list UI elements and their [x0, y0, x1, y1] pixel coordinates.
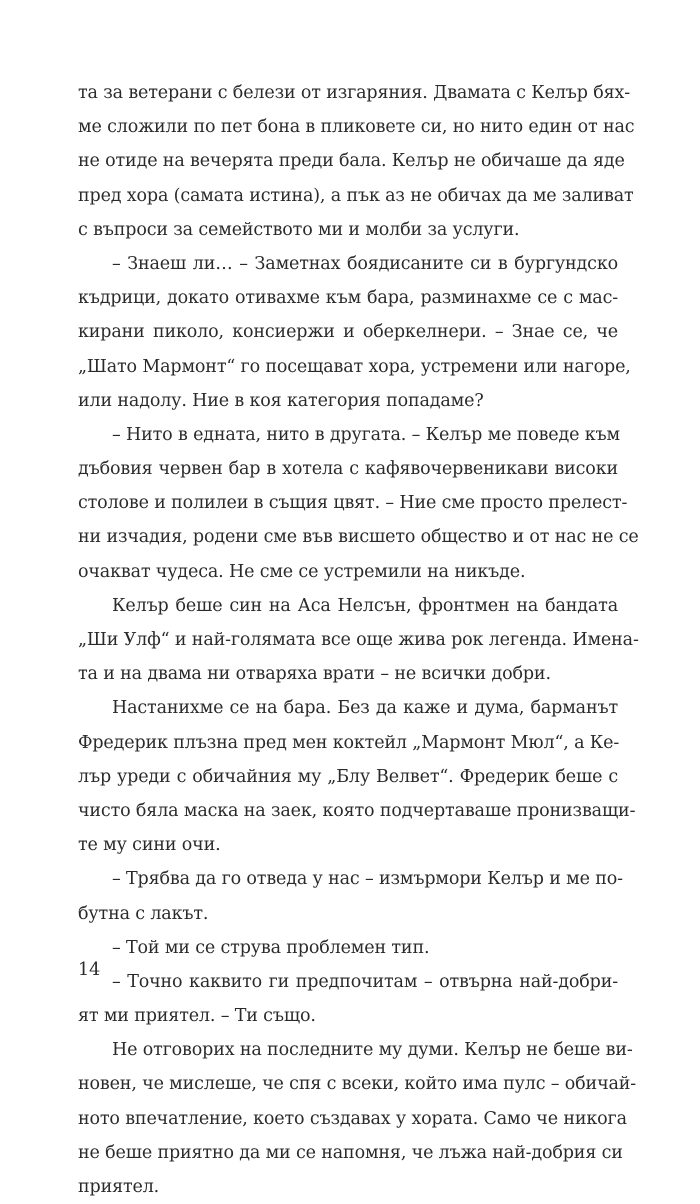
text-line: ят ми приятел. – Ти също. [78, 1006, 316, 1027]
text-line: столове и полилеи в същия цвят. – Ние сме просто прелест- [78, 493, 628, 514]
text-line: „Ши Улф“ и най-голямата все още жива рок легенда. Имена- [78, 630, 639, 650]
text-line: Фредерик плъзна пред мен коктейл „Мармонт Мюл“, а Ке- [78, 732, 620, 753]
text-line: – Знаеш ли… – Заметнах боядисаните си в бургундско [112, 253, 618, 274]
text-line: пред хора (самата истина), а пък аз не обичах да ме заливат [78, 185, 634, 206]
text-line: та за ветерани с белези от изгаряния. Двамата с Келър бях- [78, 83, 630, 103]
text-line: очакват чудеса. Не сме се устремили на никъде. [78, 561, 526, 582]
text-line: ното впечатление, което създавах у хората. Само че никога [78, 1108, 627, 1129]
text-line: новен, че мислеше, че спя с всеки, който има пулс – обичай- [78, 1074, 637, 1095]
text-line: приятел. [78, 1177, 160, 1197]
text-line: не беше приятно да ми се напомня, че лъжа най-добрия си [78, 1142, 623, 1163]
text-line: или надолу. Ние в коя категория попадаме? [78, 390, 484, 411]
text-line: лър уреди с обичайния му „Блу Велвет“. Фредерик беше с [78, 766, 618, 787]
text-line: та и на двама ни отваряха врати – не всички добри. [78, 664, 551, 685]
page-number: 14 [78, 960, 101, 980]
text-line: – Трябва да го отведа у нас – измърмори Келър и ме по- [112, 869, 623, 890]
text-line: ни изчадия, родени сме във висшето общество и от нас не се [78, 527, 639, 548]
text-line: ме сложили по пет бона в пликовете си, но нито един от нас [78, 117, 635, 138]
text-line: кирани пиколо, консиержи и оберкелнери. – Знае се, че [78, 322, 618, 343]
text-line: – Той ми се струва проблемен тип. [112, 937, 430, 958]
text-line: не отиде на вечерята преди бала. Келър не обичаше да яде [78, 151, 625, 172]
text-line: – Нито в едната, нито в другата. – Келър ме поведе към [112, 424, 620, 445]
page-body [78, 76, 639, 1204]
text-line: Настанихме се на бара. Без да каже и дума, барманът [112, 698, 618, 719]
text-line: – Точно каквито ги предпочитам – отвърна най-добри- [112, 971, 618, 992]
text-line: Келър беше син на Аса Нелсън, фронтмен на бандата [112, 595, 618, 616]
text-line: къдрици, докато отивахме към бара, разминахме се с мас- [78, 288, 618, 309]
text-line: „Шато Мармонт“ го посещават хора, устремени или нагоре, [78, 356, 631, 377]
text-line: дъбовия червен бар в хотела с кафявочервеникави високи [78, 459, 618, 480]
text-line: те му сини очи. [78, 835, 221, 856]
text-line: с въпроси за семейството ми и молби за услуги. [78, 219, 520, 240]
text-line: бутна с лакът. [78, 903, 209, 924]
text-line: чисто бяла маска на заек, която подчертаваше пронизващи- [78, 800, 636, 821]
text-line: Не отговорих на последните му думи. Келър не беше ви- [112, 1040, 633, 1061]
